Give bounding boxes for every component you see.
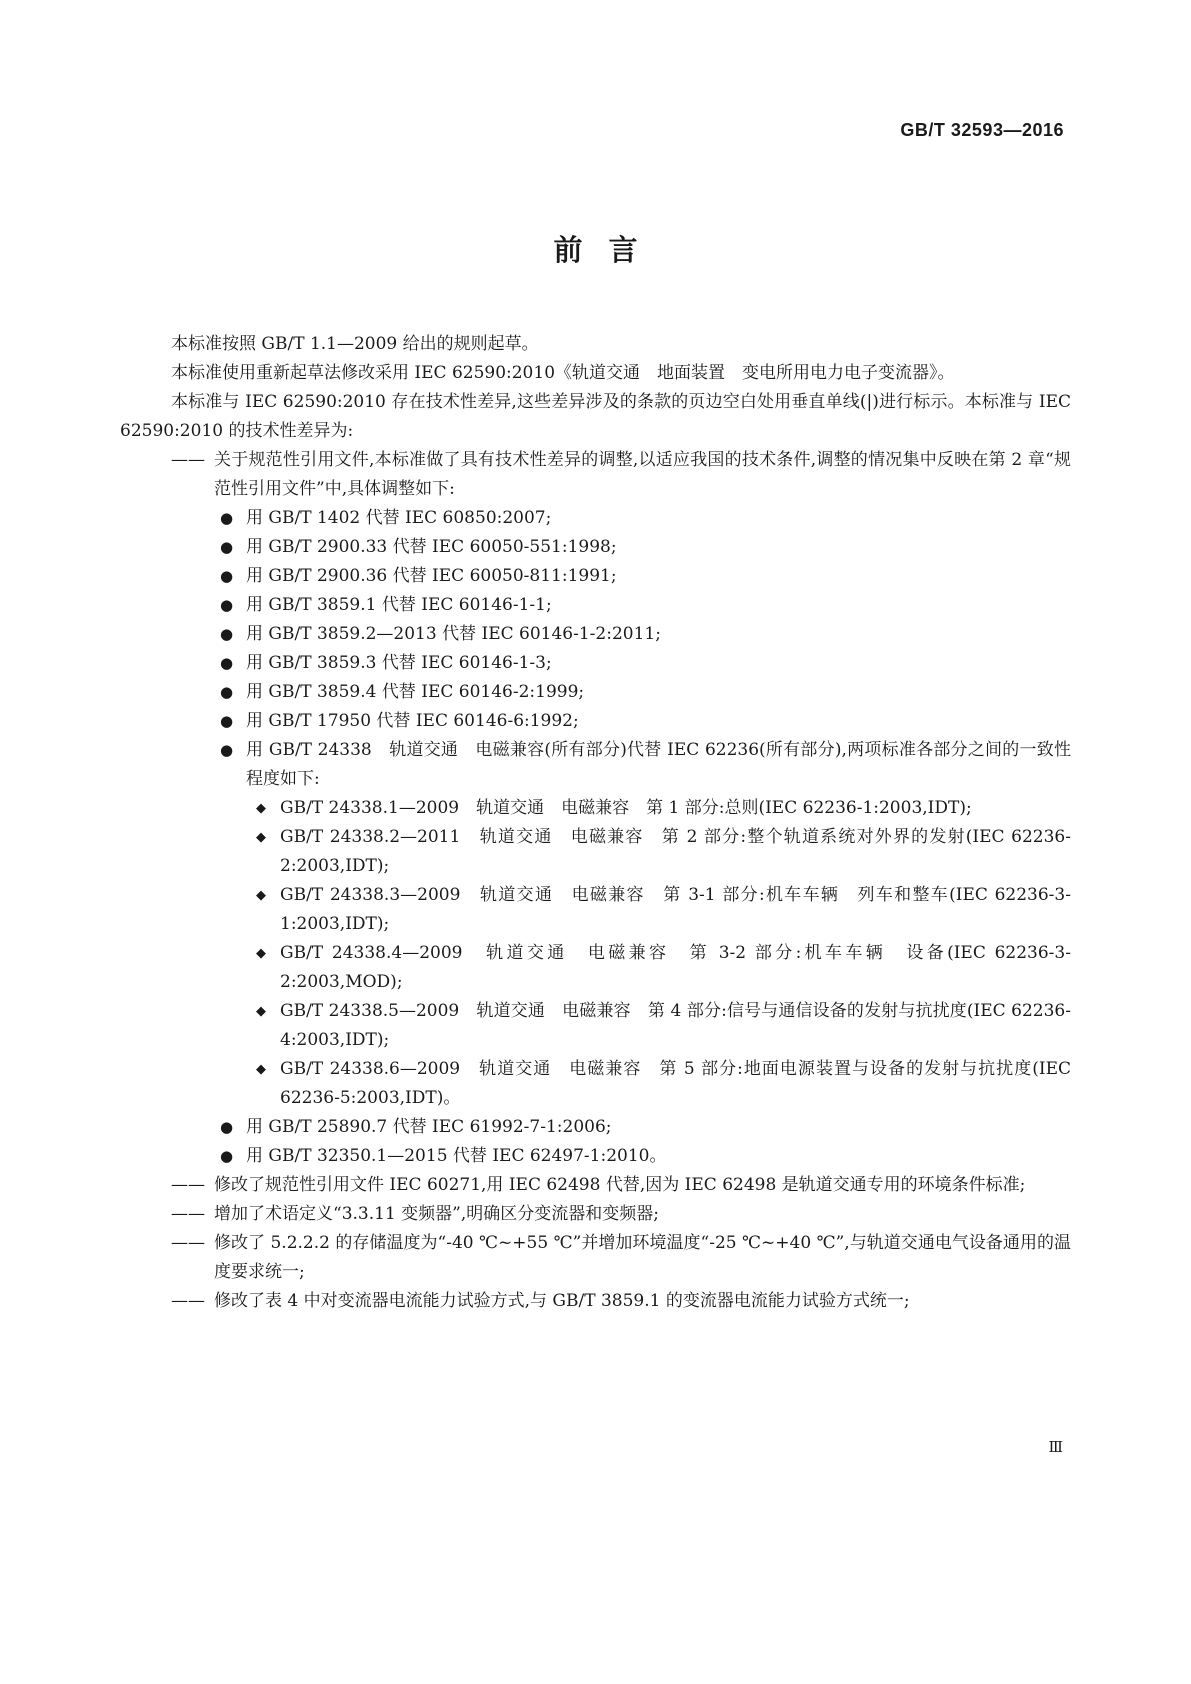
dash-item: [120, 446, 1071, 504]
bullet-item: [120, 678, 1071, 707]
sub-bullet-item: [120, 1055, 1071, 1113]
sub-bullet-text: GB/T 24338.6—2009 轨道交通 电磁兼容 第 5 部分:地面电源装置与设备的发射与抗扰度(IEC 62236-5:2003,IDT)。: [280, 1059, 1071, 1108]
bullet-item: [120, 707, 1071, 736]
bullet-icon: ●: [220, 1147, 234, 1165]
sub-bullet-text: GB/T 24338.3—2009 轨道交通 电磁兼容 第 3-1 部分:机车车辆 列车和整车(IEC 62236-3-1:2003,IDT);: [280, 885, 1071, 934]
dash-item: [120, 1200, 1071, 1229]
sub-bullet-item: [120, 794, 1071, 823]
sub-bullet-item: [120, 881, 1071, 939]
dash-item-text: 关于规范性引用文件,本标准做了具有技术性差异的调整,以适应我国的技术条件,调整的情况集中反映在第 2 章“规范性引用文件”中,具体调整如下:: [214, 450, 1071, 499]
bullet-text: 用 GB/T 3859.2—2013 代替 IEC 60146-1-2:2011;: [246, 624, 661, 644]
bullet-item: [120, 533, 1071, 562]
bullet-icon: ●: [220, 1118, 234, 1136]
dash-item-text: 修改了表 4 中对变流器电流能力试验方式,与 GB/T 3859.1 的变流器电流能力试验方式统一;: [214, 1291, 910, 1311]
diamond-icon: ◆: [256, 888, 266, 903]
bullet-text: 用 GB/T 3859.1 代替 IEC 60146-1-1;: [246, 595, 552, 615]
bullet-text: 用 GB/T 25890.7 代替 IEC 61992-7-1:2006;: [246, 1117, 612, 1137]
bullet-item: [120, 562, 1071, 591]
bullet-icon: ●: [220, 683, 234, 701]
bullet-icon: ●: [220, 654, 234, 672]
sub-bullet-text: GB/T 24338.5—2009 轨道交通 电磁兼容 第 4 部分:信号与通信设备的发射与抗扰度(IEC 62236-4:2003,IDT);: [280, 1001, 1071, 1050]
paragraph: 本标准按照 GB/T 1.1—2009 给出的规则起草。: [171, 334, 539, 354]
bullet-text: 用 GB/T 17950 代替 IEC 60146-6:1992;: [246, 711, 579, 731]
bullet-item: [120, 504, 1071, 533]
dash-item-text: 修改了规范性引用文件 IEC 60271,用 IEC 62498 代替,因为 IEC 62498 是轨道交通专用的环境条件标准;: [214, 1175, 1026, 1195]
sub-bullet-text: GB/T 24338.2—2011 轨道交通 电磁兼容 第 2 部分:整个轨道系统对外界的发射(IEC 62236-2:2003,IDT);: [280, 827, 1071, 876]
preface-body: [120, 330, 1071, 1316]
bullet-text: 用 GB/T 32350.1—2015 代替 IEC 62497-1:2010。: [246, 1146, 667, 1166]
bullet-item: [120, 1142, 1071, 1171]
diamond-icon: ◆: [256, 1004, 266, 1019]
bullet-text: 用 GB/T 24338 轨道交通 电磁兼容(所有部分)代替 IEC 62236(所有部分),两项标准各部分之间的一致性程度如下:: [246, 740, 1071, 789]
paragraph: 本标准与 IEC 62590:2010 存在技术性差异,这些差异涉及的条款的页边空白处用垂直单线(|)进行标示。本标准与 IEC 62590:2010 的技术性差异为:: [120, 392, 1071, 441]
bullet-text: 用 GB/T 2900.33 代替 IEC 60050-551:1998;: [246, 537, 617, 557]
dash-item: [120, 1287, 1071, 1316]
bullet-item: [120, 591, 1071, 620]
page-number: Ⅲ: [1048, 1438, 1063, 1456]
sub-bullet-text: GB/T 24338.4—2009 轨道交通 电磁兼容 第 3-2 部分:机车车辆 设备(IEC 62236-3-2:2003,MOD);: [280, 943, 1071, 992]
bullet-text: 用 GB/T 3859.3 代替 IEC 60146-1-3;: [246, 653, 552, 673]
dash-marker: ——: [171, 1291, 205, 1311]
dash-marker: ——: [171, 450, 205, 470]
diamond-icon: ◆: [256, 946, 266, 961]
sub-bullet-item: [120, 939, 1071, 997]
standard-number: GB/T 32593—2016: [900, 120, 1064, 140]
bullet-item: [120, 736, 1071, 794]
bullet-icon: ●: [220, 712, 234, 730]
bullet-icon: ●: [220, 625, 234, 643]
bullet-icon: ●: [220, 567, 234, 585]
bullet-text: 用 GB/T 2900.36 代替 IEC 60050-811:1991;: [246, 566, 617, 586]
bullet-icon: ●: [220, 741, 234, 759]
bullet-item: [120, 620, 1071, 649]
bullet-icon: ●: [220, 538, 234, 556]
bullet-item: [120, 649, 1071, 678]
paragraph: 本标准使用重新起草法修改采用 IEC 62590:2010《轨道交通 地面装置 变电所用电力电子变流器》。: [171, 363, 955, 383]
page-title: 前言: [553, 233, 664, 267]
diamond-icon: ◆: [256, 830, 266, 845]
dash-item-text: 增加了术语定义“3.3.11 变频器”,明确区分变流器和变频器;: [214, 1204, 659, 1224]
bullet-text: 用 GB/T 3859.4 代替 IEC 60146-2:1999;: [246, 682, 585, 702]
dash-marker: ——: [171, 1175, 205, 1195]
sub-bullet-text: GB/T 24338.1—2009 轨道交通 电磁兼容 第 1 部分:总则(IEC 62236-1:2003,IDT);: [280, 798, 972, 818]
dash-item: [120, 1229, 1071, 1287]
bullet-text: 用 GB/T 1402 代替 IEC 60850:2007;: [246, 508, 552, 528]
dash-marker: ——: [171, 1204, 205, 1224]
dash-item-text: 修改了 5.2.2.2 的存储温度为“-40 ℃~+55 ℃”并增加环境温度“-25 ℃~+40 ℃”,与轨道交通电气设备通用的温度要求统一;: [214, 1233, 1071, 1282]
diamond-icon: ◆: [256, 801, 266, 816]
sub-bullet-item: [120, 997, 1071, 1055]
diamond-icon: ◆: [256, 1062, 266, 1077]
dash-item: [120, 1171, 1071, 1200]
bullet-item: [120, 1113, 1071, 1142]
sub-bullet-item: [120, 823, 1071, 881]
dash-marker: ——: [171, 1233, 205, 1253]
bullet-icon: ●: [220, 509, 234, 527]
bullet-icon: ●: [220, 596, 234, 614]
